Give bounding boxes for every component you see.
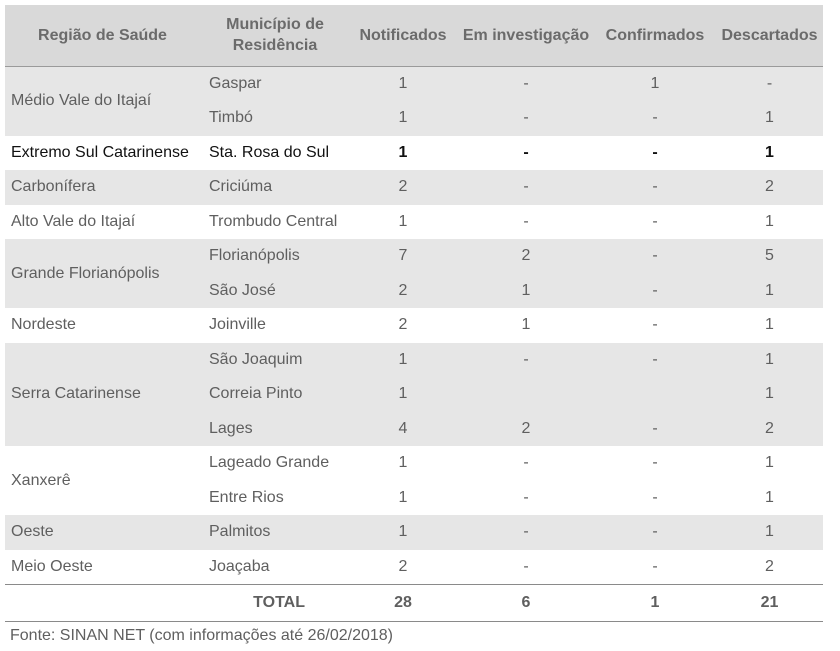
investigating-cell: - [458, 343, 594, 378]
notified-cell: 7 [348, 239, 458, 274]
discarded-cell: 1 [716, 446, 823, 481]
cases-table-container [5, 5, 823, 622]
discarded-cell: 2 [716, 412, 823, 447]
discarded-cell: 1 [716, 515, 823, 550]
investigating-cell: - [458, 101, 594, 136]
municipality-cell: Criciúma [202, 170, 348, 205]
total-notified: 28 [348, 585, 458, 622]
notified-cell: 1 [348, 377, 458, 412]
discarded-cell: 2 [716, 550, 823, 585]
investigating-cell [458, 377, 594, 412]
table-header-row [5, 5, 823, 66]
source-note: Fonte: SINAN NET (com informações até 26/02/2018) [10, 627, 393, 644]
notified-cell: 2 [348, 550, 458, 585]
confirmed-cell: - [594, 136, 716, 171]
header-investigating: Em investigação [458, 5, 594, 66]
investigating-cell: - [458, 550, 594, 585]
header-municipality-line1: Município de [226, 16, 324, 34]
header-confirmed: Confirmados [594, 5, 716, 66]
confirmed-cell: 1 [594, 66, 716, 101]
table-row [5, 446, 823, 481]
header-municipality-line2: Residência [232, 37, 318, 55]
notified-cell: 1 [348, 481, 458, 516]
discarded-cell: 1 [716, 101, 823, 136]
municipality-cell: Sta. Rosa do Sul [202, 136, 348, 171]
investigating-cell: - [458, 66, 594, 101]
discarded-cell: 2 [716, 170, 823, 205]
table-row [5, 515, 823, 550]
municipality-cell: São Joaquim [202, 343, 348, 378]
discarded-cell: 1 [716, 136, 823, 171]
table-row [5, 308, 823, 343]
municipality-cell: Timbó [202, 101, 348, 136]
municipality-cell: Joinville [202, 308, 348, 343]
municipality-cell: Florianópolis [202, 239, 348, 274]
confirmed-cell: - [594, 550, 716, 585]
investigating-cell: - [458, 481, 594, 516]
region-cell: Carbonífera [5, 170, 202, 205]
total-row [5, 585, 823, 622]
discarded-cell: 1 [716, 205, 823, 240]
total-discarded: 21 [716, 585, 823, 622]
table-row [5, 239, 823, 274]
investigating-cell: 1 [458, 308, 594, 343]
municipality-cell: Palmitos [202, 515, 348, 550]
notified-cell: 1 [348, 66, 458, 101]
municipality-cell: Entre Rios [202, 481, 348, 516]
confirmed-cell: - [594, 308, 716, 343]
header-municipality [202, 5, 348, 66]
confirmed-cell: - [594, 274, 716, 309]
notified-cell: 1 [348, 136, 458, 171]
municipality-cell: Correia Pinto [202, 377, 348, 412]
notified-cell: 1 [348, 101, 458, 136]
investigating-cell: 2 [458, 239, 594, 274]
investigating-cell: - [458, 136, 594, 171]
confirmed-cell: - [594, 446, 716, 481]
municipality-cell: Lages [202, 412, 348, 447]
notified-cell: 4 [348, 412, 458, 447]
region-cell: Médio Vale do Itajaí [5, 66, 202, 136]
table-row [5, 205, 823, 240]
confirmed-cell: - [594, 205, 716, 240]
notified-cell: 2 [348, 308, 458, 343]
table-row [5, 550, 823, 585]
discarded-cell: 5 [716, 239, 823, 274]
discarded-cell: 1 [716, 274, 823, 309]
notified-cell: 1 [348, 205, 458, 240]
municipality-cell: Joaçaba [202, 550, 348, 585]
total-investigating: 6 [458, 585, 594, 622]
confirmed-cell: - [594, 343, 716, 378]
region-cell: Xanxerê [5, 446, 202, 515]
total-confirmed: 1 [594, 585, 716, 622]
discarded-cell: - [716, 66, 823, 101]
investigating-cell: 1 [458, 274, 594, 309]
region-cell: Serra Catarinense [5, 343, 202, 447]
investigating-cell: - [458, 170, 594, 205]
header-notified: Notificados [348, 5, 458, 66]
region-cell: Meio Oeste [5, 550, 202, 585]
confirmed-cell: - [594, 412, 716, 447]
region-cell: Oeste [5, 515, 202, 550]
notified-cell: 1 [348, 446, 458, 481]
table-row [5, 66, 823, 101]
municipality-cell: Gaspar [202, 66, 348, 101]
cases-table [5, 5, 823, 622]
municipality-cell: Trombudo Central [202, 205, 348, 240]
investigating-cell: - [458, 515, 594, 550]
region-cell: Extremo Sul Catarinense [5, 136, 202, 171]
total-label: TOTAL [202, 585, 348, 622]
notified-cell: 2 [348, 170, 458, 205]
header-region: Região de Saúde [5, 5, 202, 66]
investigating-cell: - [458, 205, 594, 240]
table-row [5, 170, 823, 205]
confirmed-cell: - [594, 515, 716, 550]
municipality-cell: Lageado Grande [202, 446, 348, 481]
discarded-cell: 1 [716, 481, 823, 516]
region-cell: Nordeste [5, 308, 202, 343]
confirmed-cell: - [594, 239, 716, 274]
table-row [5, 343, 823, 378]
notified-cell: 1 [348, 343, 458, 378]
confirmed-cell: - [594, 481, 716, 516]
municipality-cell: São José [202, 274, 348, 309]
total-empty-cell [5, 585, 202, 622]
investigating-cell: - [458, 446, 594, 481]
discarded-cell: 1 [716, 377, 823, 412]
notified-cell: 2 [348, 274, 458, 309]
header-discarded: Descartados [716, 5, 823, 66]
confirmed-cell: - [594, 170, 716, 205]
discarded-cell: 1 [716, 308, 823, 343]
region-cell: Alto Vale do Itajaí [5, 205, 202, 240]
region-cell: Grande Florianópolis [5, 239, 202, 308]
confirmed-cell [594, 377, 716, 412]
discarded-cell: 1 [716, 343, 823, 378]
confirmed-cell: - [594, 101, 716, 136]
table-row [5, 136, 823, 171]
investigating-cell: 2 [458, 412, 594, 447]
notified-cell: 1 [348, 515, 458, 550]
